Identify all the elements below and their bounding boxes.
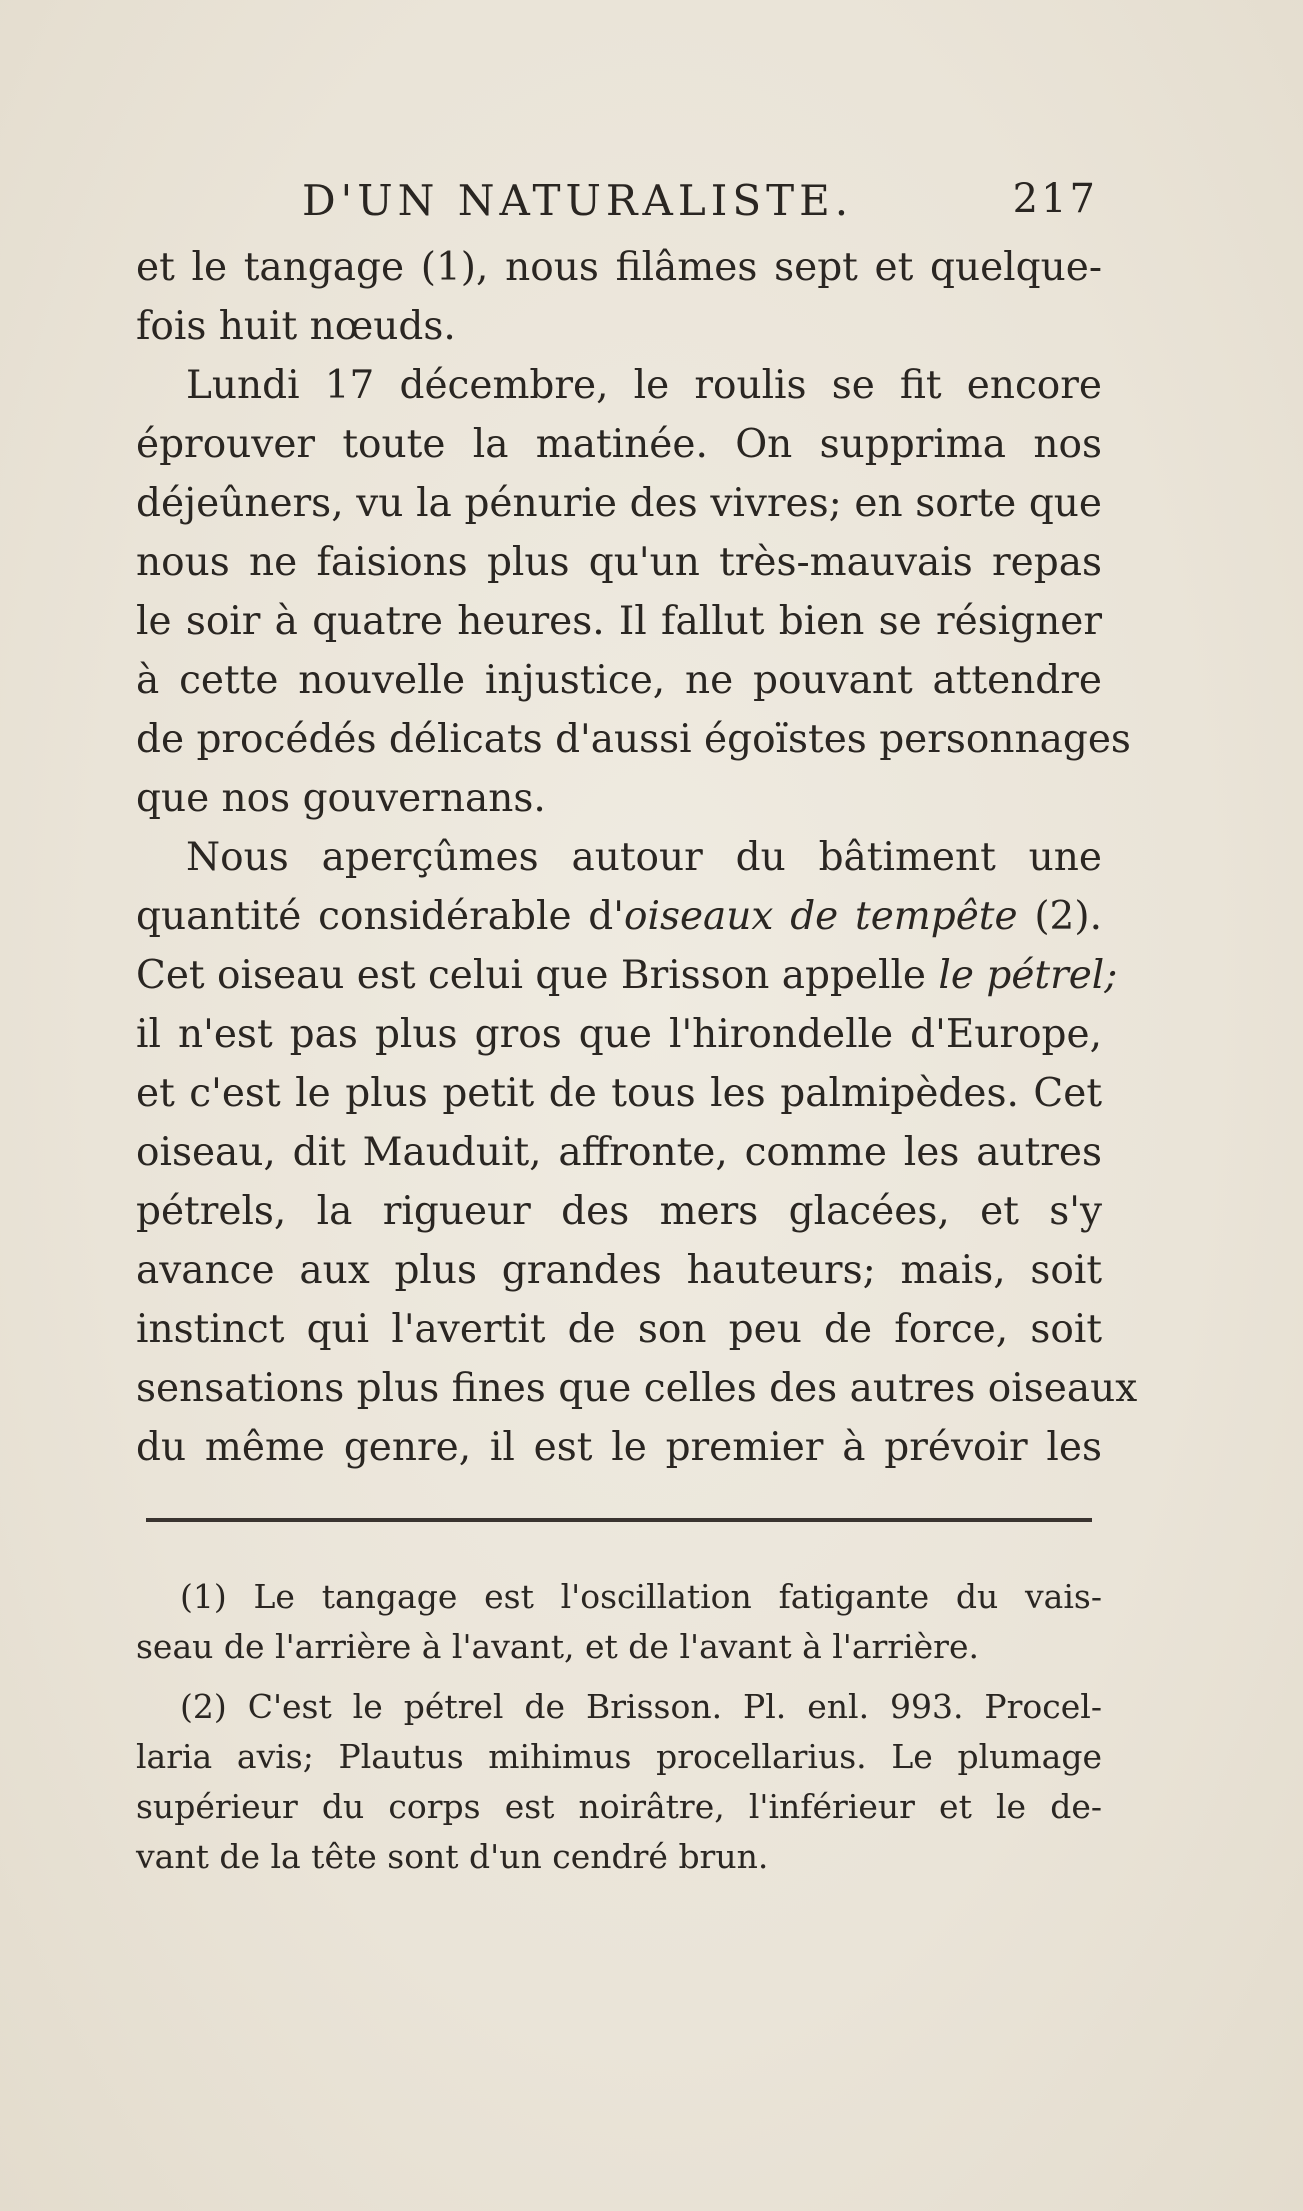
text-line: fois huit nœuds. [136, 304, 456, 349]
text-line: et le tangage (1), nous filâmes sept et quelque- [136, 245, 1102, 290]
text-line [136, 946, 1118, 1005]
text-line: nous ne faisions plus qu'un très-mauvais repas [136, 540, 1102, 585]
text-line: déjeûners, vu la pénurie des vivres; en sorte que [136, 481, 1102, 526]
body-text [136, 238, 1138, 1477]
text-line: que nos gouvernans. [136, 776, 546, 821]
text-line: Nous aperçûmes autour du bâtiment une [186, 835, 1102, 880]
running-title: D'UN NATURALISTE. [302, 176, 854, 225]
footnote-divider [146, 1518, 1092, 1522]
running-head [290, 176, 1110, 236]
footnote-2-line: supérieur du corps est noirâtre, l'inférieur et le de- [136, 1787, 1102, 1826]
text-line: sensations plus fines que celles des autres oiseaux [136, 1366, 1138, 1411]
text-line: oiseau, dit Mauduit, affronte, comme les autres [136, 1130, 1102, 1175]
italic-term-oiseaux-de-tempete: oiseaux de tempête [624, 894, 1018, 939]
text-line: à cette nouvelle injustice, ne pouvant attendre [136, 658, 1102, 703]
text-line: du même genre, il est le premier à prévoir les [136, 1425, 1102, 1470]
text-line: de procédés délicats d'aussi égoïstes personnages [136, 717, 1131, 762]
footnote-2-line: (2) C'est le pétrel de Brisson. Pl. enl. 993. Procel- [180, 1687, 1102, 1726]
text-line: il n'est pas plus gros que l'hirondelle d'Europe, [136, 1012, 1102, 1057]
footnote-1-line: seau de l'arrière à l'avant, et de l'avant à l'arrière. [136, 1627, 979, 1666]
footnote-2-line: laria avis; Plautus mihimus procellarius. Le plumage [136, 1737, 1102, 1776]
text-line: éprouver toute la matinée. On supprima nos [136, 422, 1102, 467]
page-number: 217 [1012, 176, 1098, 222]
footnotes [136, 1572, 1102, 1882]
text-line: le soir à quatre heures. Il fallut bien se résigner [136, 599, 1102, 644]
text-line: instinct qui l'avertit de son peu de force, soit [136, 1307, 1102, 1352]
text-line: avance aux plus grandes hauteurs; mais, soit [136, 1248, 1102, 1293]
text-line [136, 887, 1102, 946]
text-line: Lundi 17 décembre, le roulis se fit encore [186, 363, 1102, 408]
footnote-1-line: (1) Le tangage est l'oscillation fatigante du vais- [180, 1577, 1102, 1616]
footnote-2-line: vant de la tête sont d'un cendré brun. [136, 1837, 769, 1876]
footnote-ref-2: (2). [1017, 894, 1102, 939]
text-line: et c'est le plus petit de tous les palmipèdes. Cet [136, 1071, 1102, 1116]
text-line: pétrels, la rigueur des mers glacées, et s'y [136, 1189, 1102, 1234]
italic-term-le-petrel: le pétrel; [938, 953, 1118, 998]
text-run: Cet oiseau est celui que Brisson appelle [136, 953, 939, 998]
text-run: quantité considérable d' [136, 894, 624, 939]
